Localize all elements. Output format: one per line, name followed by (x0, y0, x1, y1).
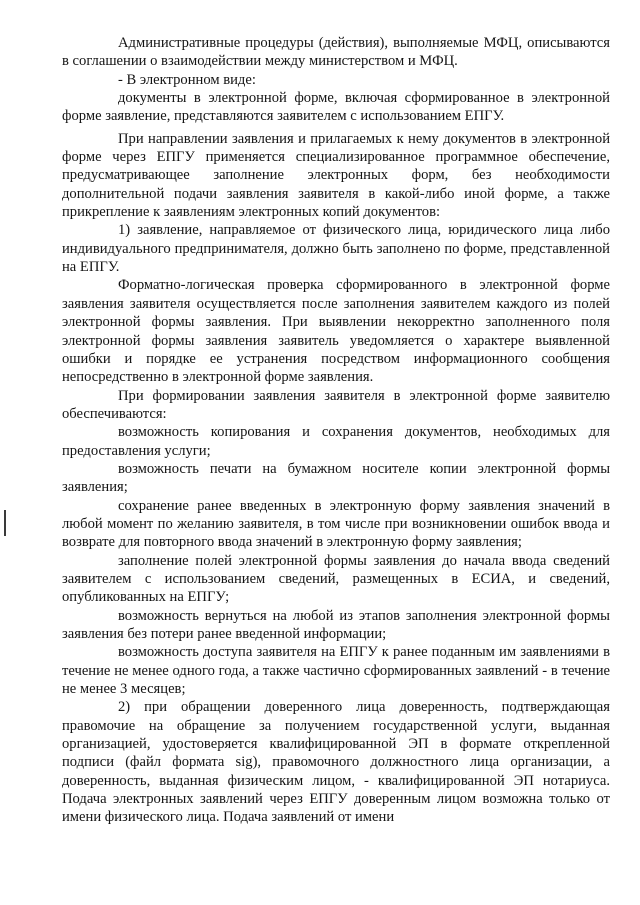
paragraph-electronic-heading: - В электронном виде: (118, 71, 256, 88)
paragraph-copy-save: возможность копирования и сохранения документов, необходимых для предоставления услуги; (62, 424, 610, 459)
paragraph-item-2-proxy: 2) при обращении доверенного лица доверенность, подтверждающая правомочие на обращение за получением государственной услуги, выданная организацией, удостоверяется квалифицированной ЭП в формате открепленной подписи (файл формата sig), правомочного должностного лица организации, а доверенность, выданная физическим лицом, - квалифицированной ЭП нотариуса. Подача электронных заявлений через ЕПГУ доверенным лицом возможна только от имени физического лица. Подача заявлений от имени (62, 699, 610, 826)
paragraph-electronic-documents: документы в электронной форме, включая сформированное в электронной форме заявление, представляются заявителем с использованием ЕПГУ. (62, 90, 610, 125)
paragraph-epgu-submission: При направлении заявления и прилагаемых к нему документов в электронной форме через ЕПГУ применяется специализированное программное обеспечение, предусматривающее заполнение электронных форм, без необходимости дополнительной подачи заявления заявителя в какой-либо иной форме, а также прикрепление к заявлениям электронных копий документов: (62, 130, 610, 221)
scan-margin-mark (4, 510, 6, 536)
paragraph-forming-provisions: При формировании заявления заявителя в электронной форме заявителю обеспечиваются: (62, 387, 610, 422)
paragraph-mfc-procedures: Административные процедуры (действия), выполняемые МФЦ, описываются в соглашении о взаимодействии между министерством и МФЦ. (62, 35, 610, 70)
paragraph-save-values: сохранение ранее введенных в электронную форму заявления значений в любой момент по желанию заявителя, в том числе при возникновении ошибок ввода и возврате для повторного ввода значений в электронную форму заявления; (62, 497, 610, 551)
paragraph-format-logic-check: Форматно-логическая проверка сформированного в электронной форме заявления заявителя осуществляется после заполнения заявителем каждого из полей электронной формы заявления. При выявлении некорректно заполненного поля электронной формы заявления заявитель уведомляется о характере выявленной ошибки и порядке ее устранения посредством информационного сообщения непосредственно в электронной форме заявления. (62, 277, 610, 386)
paragraph-item-1-application: 1) заявление, направляемое от физического лица, юридического лица либо индивидуального предпринимателя, должно быть заполнено по форме, представленной на ЕПГУ. (62, 222, 610, 276)
paragraph-prefill-esia: заполнение полей электронной формы заявления до начала ввода сведений заявителем с использованием сведений, размещенных в ЕСИА, и сведений, опубликованных на ЕПГУ; (62, 552, 610, 606)
document-page (62, 34, 610, 827)
paragraph-print-copy: возможность печати на бумажном носителе копии электронной формы заявления; (62, 460, 610, 496)
paragraph-access-previous: возможность доступа заявителя на ЕПГУ к ранее поданным им заявлениями в течение не менее одного года, а также частично сформированных заявлений - в течение не менее 3 месяцев; (62, 644, 610, 698)
paragraph-return-to-stage: возможность вернуться на любой из этапов заполнения электронной формы заявления без потери ранее введенной информации; (62, 607, 610, 642)
